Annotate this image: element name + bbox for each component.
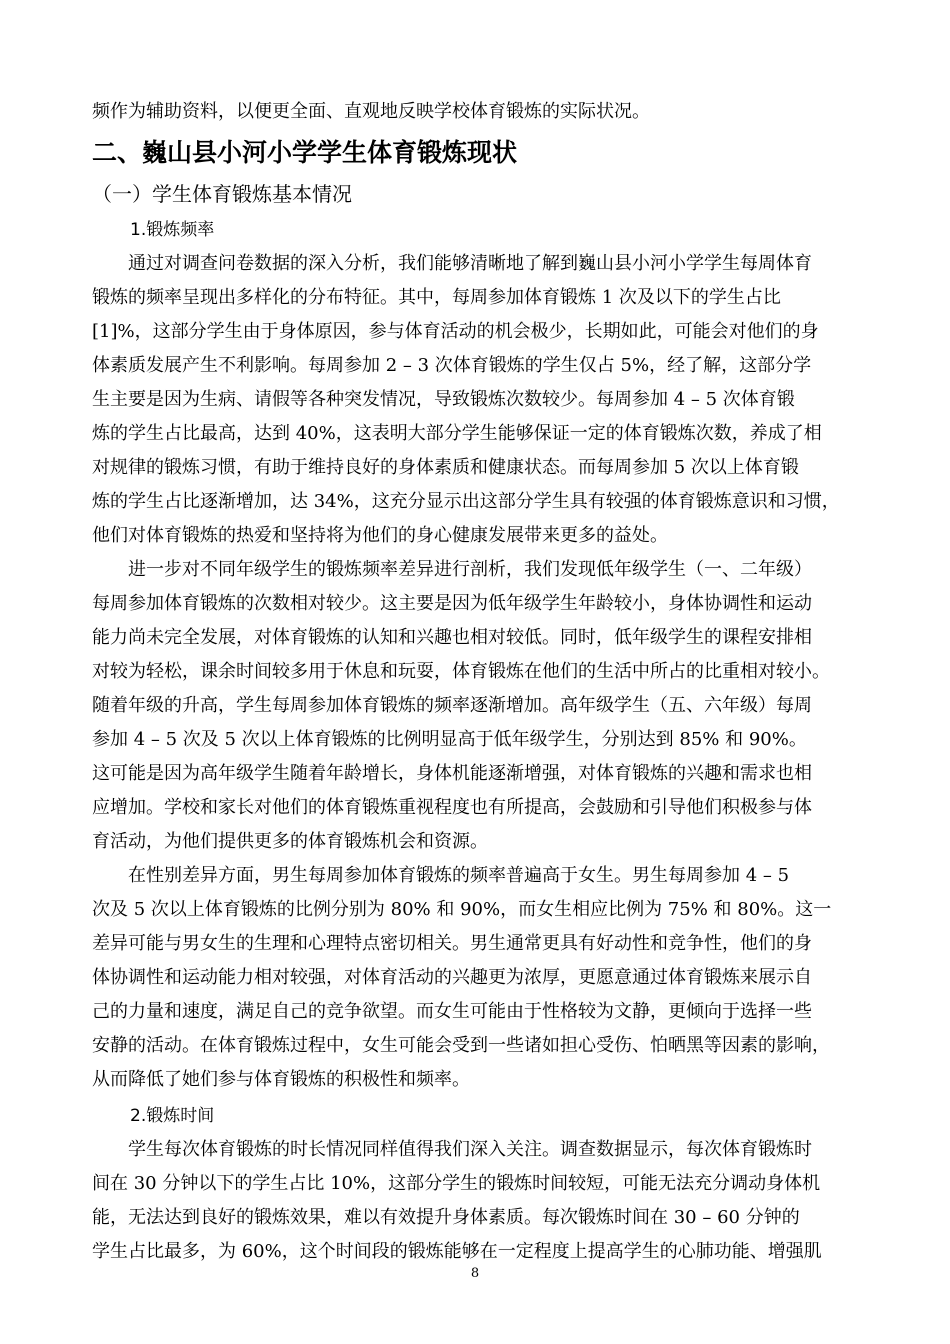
para2-line: 每周参加体育锻炼的次数相对较少。这主要是因为低年级学生年龄较小，身体协调性和运动	[92, 593, 812, 614]
para1-line: 炼的学生占比逐渐增加，达 34%，这充分显示出这部分学生具有较强的体育锻炼意识和习惯，	[92, 491, 840, 512]
subsection-title: （一）学生体育锻炼基本情况	[92, 182, 352, 206]
para2-line: 对较为轻松，课余时间较多用于休息和玩耍，体育锻炼在他们的生活中所占的比重相对较小。	[92, 661, 830, 682]
para4-line: 学生占比最多，为 60%，这个时间段的锻炼能够在一定程度上提高学生的心肺功能、增强肌	[92, 1241, 822, 1262]
para1-line: 生主要是因为生病、请假等各种突发情况，导致锻炼次数较少。每周参加 4 – 5 次体育锻	[92, 389, 795, 410]
para1-line: 通过对调查问卷数据的深入分析，我们能够清晰地了解到巍山县小河小学学生每周体育	[128, 253, 812, 274]
para3-line: 差异可能与男女生的生理和心理特点密切相关。男生通常更具有好动性和竞争性，他们的身	[92, 933, 812, 954]
para2-line: 参加 4 – 5 次及 5 次以上体育锻炼的比例明显高于低年级学生，分别达到 85% 和 90%。	[92, 729, 807, 750]
para3-line: 安静的活动。在体育锻炼过程中，女生可能会受到一些诸如担心受伤、怕晒黑等因素的影响，	[92, 1035, 830, 1056]
para3-line: 从而降低了她们参与体育锻炼的积极性和频率。	[92, 1069, 470, 1090]
para1-line: 他们对体育锻炼的热爱和坚持将为他们的身心健康发展带来更多的益处。	[92, 525, 668, 546]
para2-line: 这可能是因为高年级学生随着年龄增长，身体机能逐渐增强，对体育锻炼的兴趣和需求也相	[92, 763, 812, 784]
para4-line: 能，无法达到良好的锻炼效果，难以有效提升身体素质。每次锻炼时间在 30 – 60 分钟的	[92, 1207, 800, 1228]
para1-line: 体素质发展产生不利影响。每周参加 2 – 3 次体育锻炼的学生仅占 5%，经了解，这部分学	[92, 355, 812, 376]
para3-line: 在性别差异方面，男生每周参加体育锻炼的频率普遍高于女生。男生每周参加 4 – 5	[128, 865, 790, 886]
page-number: 8	[470, 1266, 480, 1281]
para3-line: 己的力量和速度，满足自己的竞争欲望。而女生可能由于性格较为文静，更倾向于选择一些	[92, 1001, 812, 1022]
para3-line: 次及 5 次以上体育锻炼的比例分别为 80% 和 90%，而女生相应比例为 75% 和 80%。这一	[92, 899, 832, 920]
para4-line: 学生每次体育锻炼的时长情况同样值得我们深入关注。调查数据显示，每次体育锻炼时	[128, 1139, 812, 1160]
para1-line: [1]%，这部分学生由于身体原因，参与体育活动的机会极少，长期如此，可能会对他们的身	[92, 321, 819, 342]
para2-line: 能力尚未完全发展，对体育锻炼的认知和兴趣也相对较低。同时，低年级学生的课程安排相	[92, 627, 812, 648]
para4-line: 间在 30 分钟以下的学生占比 10%，这部分学生的锻炼时间较短，可能无法充分调动身体机	[92, 1173, 821, 1194]
intro-line: 频作为辅助资料，以便更全面、直观地反映学校体育锻炼的实际状况。	[92, 101, 650, 122]
para2-line: 育活动，为他们提供更多的体育锻炼机会和资源。	[92, 831, 488, 852]
para1-line: 炼的学生占比最高，达到 40%，这表明大部分学生能够保证一定的体育锻炼次数，养成了相	[92, 423, 822, 444]
para1-line: 锻炼的频率呈现出多样化的分布特征。其中，每周参加体育锻炼 1 次及以下的学生占比	[92, 287, 781, 308]
para2-line: 进一步对不同年级学生的锻炼频率差异进行剖析，我们发现低年级学生（一、二年级）	[128, 559, 812, 580]
section-title: 二、巍山县小河小学学生体育锻炼现状	[92, 138, 518, 167]
para1-line: 对规律的锻炼习惯，有助于维持良好的身体素质和健康状态。而每周参加 5 次以上体育锻	[92, 457, 799, 478]
para3-line: 体协调性和运动能力相对较强，对体育活动的兴趣更为浓厚，更愿意通过体育锻炼来展示自	[92, 967, 812, 988]
para2-line: 随着年级的升高，学生每周参加体育锻炼的频率逐渐增加。高年级学生（五、六年级）每周	[92, 695, 812, 716]
heading-frequency: 1.锻炼频率	[130, 220, 215, 240]
para2-line: 应增加。学校和家长对他们的体育锻炼重视程度也有所提高，会鼓励和引导他们积极参与体	[92, 797, 812, 818]
heading-time: 2.锻炼时间	[130, 1106, 215, 1126]
